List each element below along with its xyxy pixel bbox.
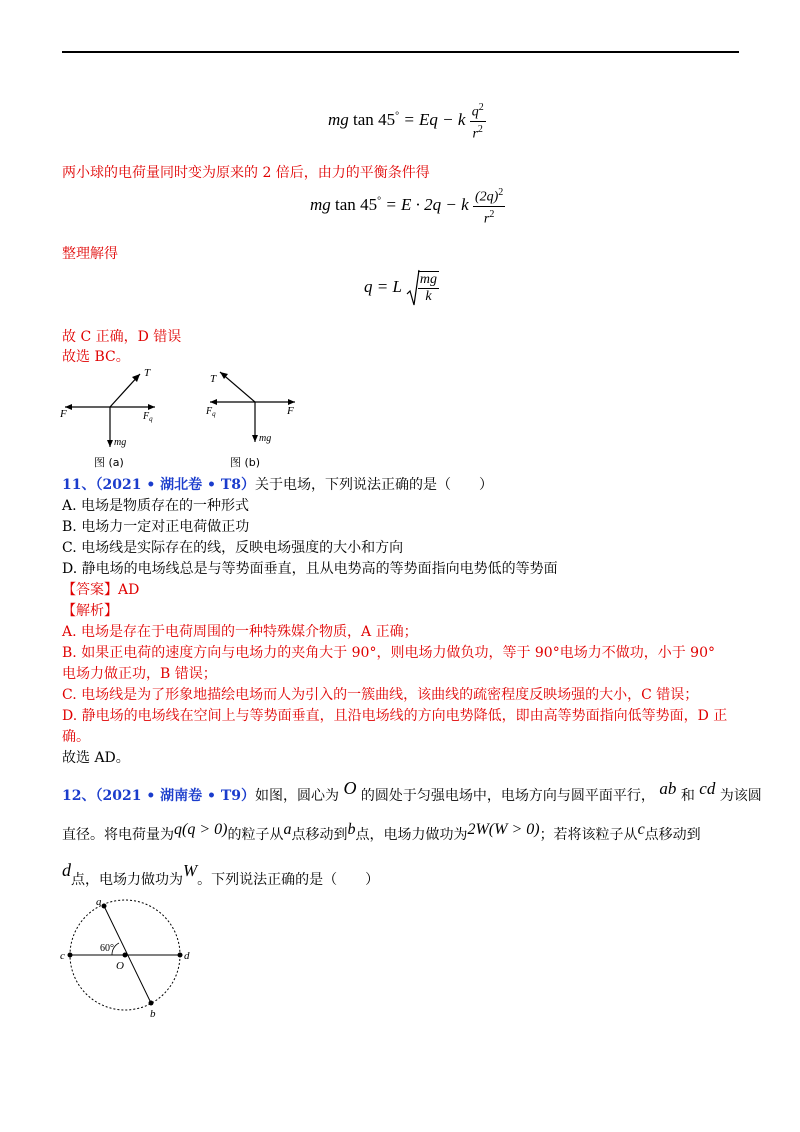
- q11-option-a: A. 电场是物质存在的一种形式: [62, 498, 250, 514]
- svg-text:Fq: $F_q$: [206, 406, 216, 418]
- svg-text:T: T: [210, 373, 217, 385]
- svg-text:图 (b): 图 (b): [230, 456, 261, 469]
- q12-line-3: d点，电场力做功为W。下列说法正确的是（ ）: [62, 860, 380, 888]
- svg-text:T: T: [144, 367, 151, 379]
- equation-2: mg tan 45° = E · 2q − k $\frac{(2q)^2}{r^2}$: [310, 187, 504, 227]
- q11-analysis-d1: D. 静电场的电场线在空间上与等势面垂直，且沿电场线的方向电势降低，即由高等势面指向低等势面，D 正: [62, 708, 728, 724]
- svg-text:F: F: [60, 408, 67, 420]
- q11-stem: 11、（2021 • 湖北卷 • T8）关于电场，下列说法正确的是（ ）: [62, 477, 494, 493]
- q11-conclusion: 故选 AD。: [62, 750, 130, 766]
- svg-text:O: O: [116, 960, 124, 972]
- svg-text:d: d: [184, 950, 190, 962]
- line-solve: 整理解得: [62, 246, 118, 262]
- q12-line-1: 12、（2021 • 湖南卷 • T9）如图，圆心为 O 的圆处于匀强电场中，电场方向与圆平面平行， ab 和 cd 为该圆: [62, 778, 762, 804]
- svg-text:mg: mg: [259, 433, 272, 444]
- line-double-charge: 两小球的电荷量同时变为原来的 2 倍后，由力的平衡条件得: [62, 165, 430, 181]
- line-c-correct: 故 C 正确，D 错误: [62, 329, 182, 345]
- q11-option-b: B. 电场力一定对正电荷做正功: [62, 519, 250, 535]
- svg-text:a: a: [96, 896, 102, 908]
- q11-option-d: D. 静电场的电场线总是与等势面垂直，且从电势高的等势面指向电势低的等势面: [62, 561, 558, 577]
- svg-text:图 (a): 图 (a): [94, 456, 124, 469]
- circle-diagram: [60, 893, 200, 1023]
- force-diagram-b: [200, 362, 310, 472]
- svg-text:Fq: $F_q$: [143, 411, 153, 423]
- q11-analysis-b1: B. 如果正电荷的速度方向与电场力的夹角大于 90°，则电场力做负功，等于 90°电场力不做功，小于 90°: [62, 645, 715, 661]
- svg-text:mg: mg: [114, 437, 127, 448]
- q11-answer: 【答案】AD: [62, 582, 140, 598]
- q11-analysis-d2: 确。: [62, 729, 90, 745]
- equation-1: mg tan 45° = Eq − k $\frac{q^2}{r^2}$: [328, 102, 484, 142]
- q11-analysis-b2: 电场力做正功，B 错误；: [62, 666, 217, 682]
- q11-analysis-title: 【解析】: [62, 603, 118, 619]
- q11-analysis-c: C. 电场线是为了形象地描绘电场而人为引入的一簇曲线，该曲线的疏密程度反映场强的大小，C 错误；: [62, 687, 699, 703]
- svg-text:60°: 60°: [100, 943, 114, 954]
- q11-analysis-a: A. 电场是存在于电荷周围的一种特殊媒介物质，A 正确；: [62, 624, 418, 640]
- svg-text:b: b: [150, 1008, 156, 1020]
- header-rule: [62, 51, 739, 53]
- equation-3: q = L $\frac{mg}{k}$: [364, 272, 437, 304]
- svg-text:F: F: [287, 405, 294, 417]
- line-select-bc: 故选 BC。: [62, 349, 130, 365]
- svg-text:c: c: [60, 950, 65, 962]
- force-diagram-a: [60, 362, 170, 472]
- q11-option-c: C. 电场线是实际存在的线，反映电场强度的大小和方向: [62, 540, 404, 556]
- q12-line-2: 直径。将电荷量为q(q > 0)的粒子从a点移动到b点，电场力做功为2W(W > 0)；若将该粒子从c点移动到: [62, 821, 701, 843]
